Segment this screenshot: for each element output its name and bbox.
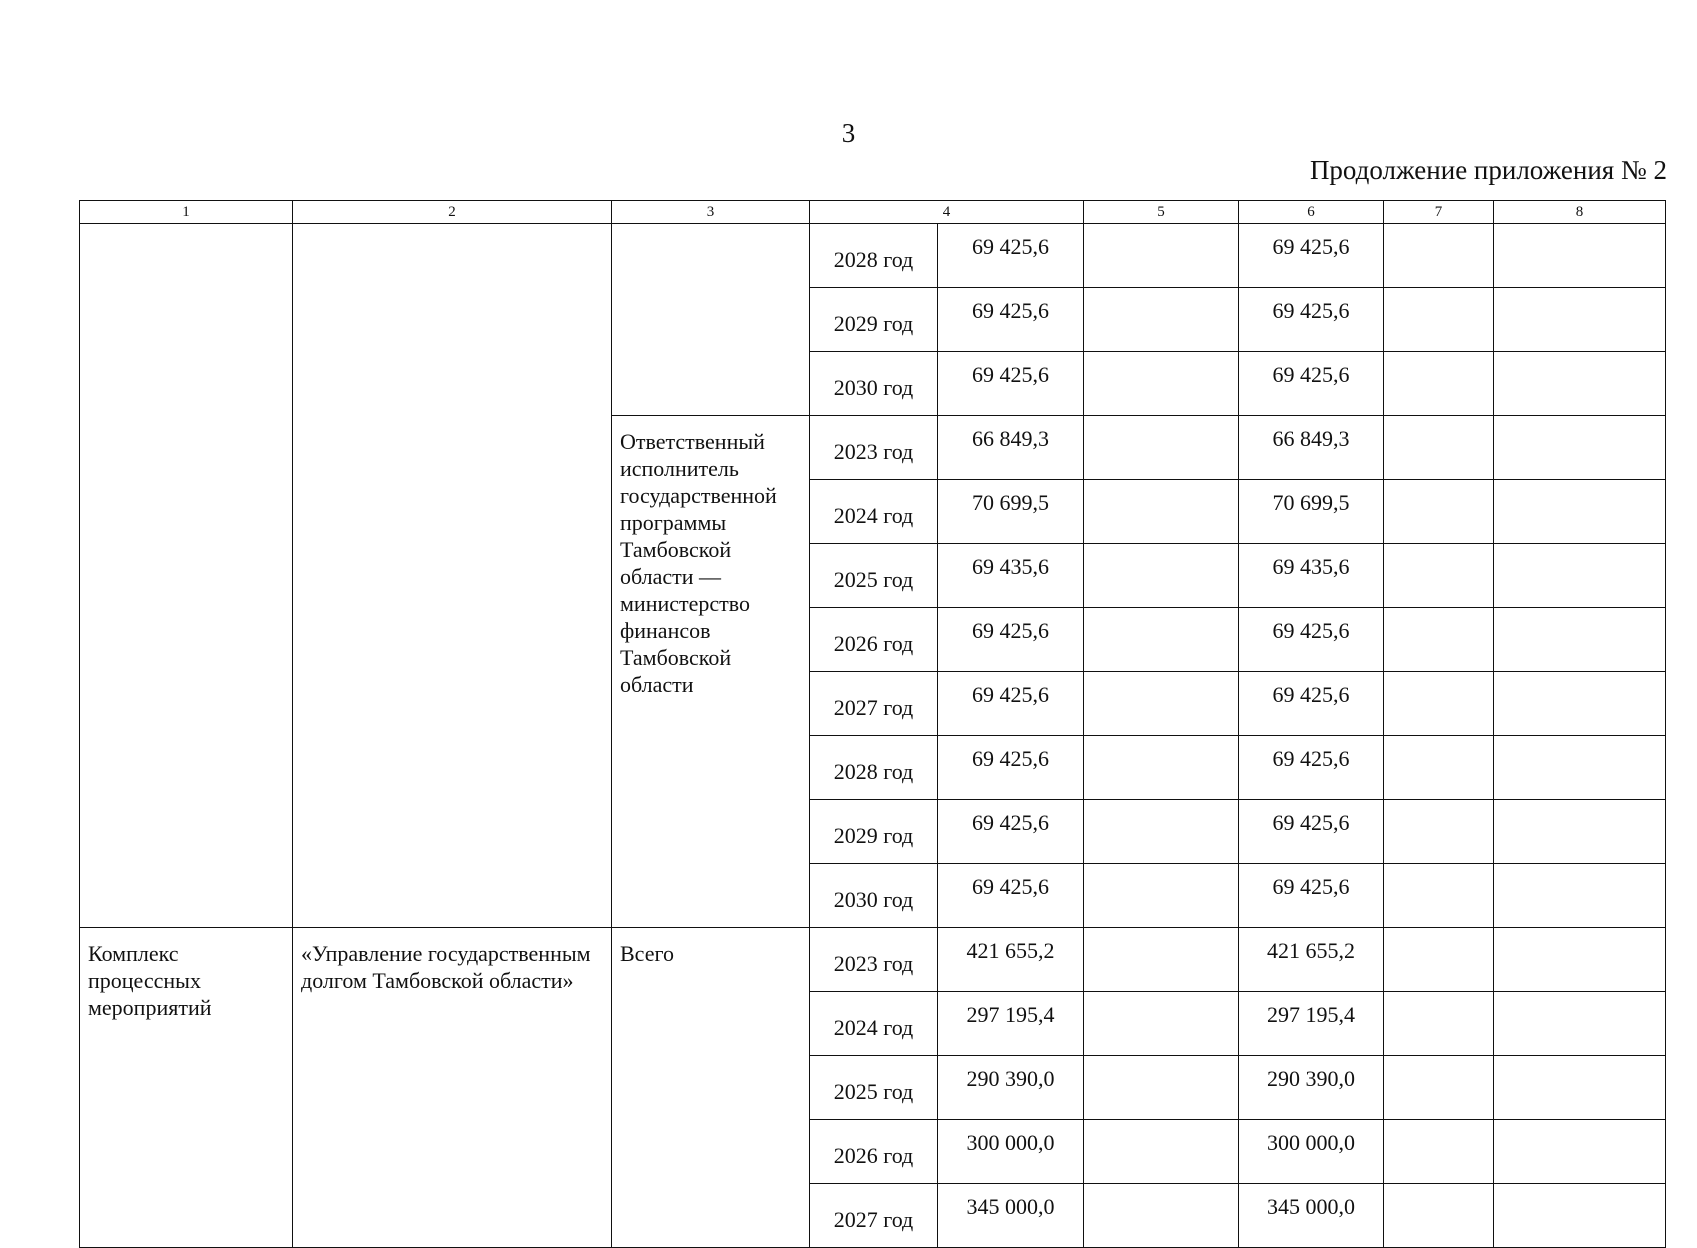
other-sources-cell (1494, 992, 1666, 1056)
federal-budget-cell (1084, 224, 1239, 288)
local-budget-cell (1384, 480, 1494, 544)
local-budget-cell (1384, 672, 1494, 736)
year-cell: 2028 год (810, 224, 938, 288)
total-cell: 290 390,0 (938, 1056, 1084, 1120)
federal-budget-cell (1084, 544, 1239, 608)
year-cell: 2024 год (810, 480, 938, 544)
local-budget-cell (1384, 544, 1494, 608)
regional-budget-cell: 69 425,6 (1239, 288, 1384, 352)
total-cell: 69 425,6 (938, 800, 1084, 864)
other-sources-cell (1494, 224, 1666, 288)
total-cell: 69 425,6 (938, 352, 1084, 416)
local-budget-cell (1384, 800, 1494, 864)
other-sources-cell (1494, 864, 1666, 928)
federal-budget-cell (1084, 1120, 1239, 1184)
total-cell: 66 849,3 (938, 416, 1084, 480)
other-sources-cell (1494, 416, 1666, 480)
federal-budget-cell (1084, 608, 1239, 672)
total-cell: 69 425,6 (938, 736, 1084, 800)
local-budget-cell (1384, 224, 1494, 288)
regional-budget-cell: 69 425,6 (1239, 352, 1384, 416)
other-sources-cell (1494, 288, 1666, 352)
total-cell: 69 425,6 (938, 224, 1084, 288)
regional-budget-cell: 345 000,0 (1239, 1184, 1384, 1248)
year-cell: 2027 год (810, 1184, 938, 1248)
local-budget-cell (1384, 1056, 1494, 1120)
header-row (80, 201, 1666, 224)
federal-budget-cell (1084, 1184, 1239, 1248)
regional-budget-cell: 290 390,0 (1239, 1056, 1384, 1120)
table-row (80, 224, 1666, 288)
federal-budget-cell (1084, 352, 1239, 416)
header-cell-1: 1 (80, 201, 293, 224)
header-cell-7: 7 (1384, 201, 1494, 224)
other-sources-cell (1494, 608, 1666, 672)
total-cell: 70 699,5 (938, 480, 1084, 544)
page-number: 3 (841, 118, 856, 148)
regional-budget-cell: 69 425,6 (1239, 672, 1384, 736)
total-cell: 69 435,6 (938, 544, 1084, 608)
year-cell: 2026 год (810, 1120, 938, 1184)
executor-cell: Ответственный исполнитель государственной программы Тамбовской области — министерство финансов Тамбовской области (612, 416, 810, 928)
regional-budget-cell: 69 425,6 (1239, 736, 1384, 800)
federal-budget-cell (1084, 1056, 1239, 1120)
header-cell-3: 3 (612, 201, 810, 224)
other-sources-cell (1494, 1184, 1666, 1248)
other-sources-cell (1494, 352, 1666, 416)
other-sources-cell (1494, 800, 1666, 864)
table-body (80, 201, 1666, 1248)
federal-budget-cell (1084, 992, 1239, 1056)
total-cell: 69 425,6 (938, 672, 1084, 736)
regional-budget-cell: 69 425,6 (1239, 224, 1384, 288)
element-name-cell: «Управление государственным долгом Тамбовской области» (293, 928, 612, 1248)
federal-budget-cell (1084, 736, 1239, 800)
header-cell-8: 8 (1494, 201, 1666, 224)
local-budget-cell (1384, 1184, 1494, 1248)
total-cell: 69 425,6 (938, 864, 1084, 928)
year-cell: 2029 год (810, 288, 938, 352)
regional-budget-cell: 69 425,6 (1239, 864, 1384, 928)
year-cell: 2026 год (810, 608, 938, 672)
element-name-cell (293, 224, 612, 928)
federal-budget-cell (1084, 928, 1239, 992)
total-cell: 297 195,4 (938, 992, 1084, 1056)
federal-budget-cell (1084, 416, 1239, 480)
federal-budget-cell (1084, 480, 1239, 544)
regional-budget-cell: 70 699,5 (1239, 480, 1384, 544)
executor-cell: Всего (612, 928, 810, 1248)
total-cell: 69 425,6 (938, 288, 1084, 352)
year-cell: 2030 год (810, 864, 938, 928)
year-cell: 2025 год (810, 544, 938, 608)
other-sources-cell (1494, 544, 1666, 608)
federal-budget-cell (1084, 800, 1239, 864)
local-budget-cell (1384, 928, 1494, 992)
other-sources-cell (1494, 736, 1666, 800)
year-cell: 2028 год (810, 736, 938, 800)
header-cell-2: 2 (293, 201, 612, 224)
element-type-cell (80, 224, 293, 928)
regional-budget-cell: 69 425,6 (1239, 608, 1384, 672)
header-cell-4: 4 (810, 201, 1084, 224)
local-budget-cell (1384, 288, 1494, 352)
regional-budget-cell: 297 195,4 (1239, 992, 1384, 1056)
budget-table (79, 200, 1666, 1248)
year-cell: 2030 год (810, 352, 938, 416)
local-budget-cell (1384, 736, 1494, 800)
year-cell: 2023 год (810, 416, 938, 480)
federal-budget-cell (1084, 864, 1239, 928)
year-cell: 2027 год (810, 672, 938, 736)
table-row (80, 928, 1666, 992)
other-sources-cell (1494, 1056, 1666, 1120)
year-cell: 2029 год (810, 800, 938, 864)
total-cell: 69 425,6 (938, 608, 1084, 672)
element-type-cell: Комплекс процессных мероприятий (80, 928, 293, 1248)
total-cell: 300 000,0 (938, 1120, 1084, 1184)
regional-budget-cell: 69 425,6 (1239, 800, 1384, 864)
local-budget-cell (1384, 864, 1494, 928)
other-sources-cell (1494, 1120, 1666, 1184)
year-cell: 2024 год (810, 992, 938, 1056)
other-sources-cell (1494, 480, 1666, 544)
federal-budget-cell (1084, 672, 1239, 736)
total-cell: 345 000,0 (938, 1184, 1084, 1248)
other-sources-cell (1494, 672, 1666, 736)
total-cell: 421 655,2 (938, 928, 1084, 992)
regional-budget-cell: 300 000,0 (1239, 1120, 1384, 1184)
appendix-title: Продолжение приложения № 2 (1309, 155, 1667, 185)
regional-budget-cell: 66 849,3 (1239, 416, 1384, 480)
local-budget-cell (1384, 992, 1494, 1056)
local-budget-cell (1384, 1120, 1494, 1184)
regional-budget-cell: 69 435,6 (1239, 544, 1384, 608)
executor-cell (612, 224, 810, 416)
federal-budget-cell (1084, 288, 1239, 352)
header-cell-5: 5 (1084, 201, 1239, 224)
year-cell: 2023 год (810, 928, 938, 992)
header-cell-6: 6 (1239, 201, 1384, 224)
year-cell: 2025 год (810, 1056, 938, 1120)
local-budget-cell (1384, 352, 1494, 416)
other-sources-cell (1494, 928, 1666, 992)
local-budget-cell (1384, 608, 1494, 672)
regional-budget-cell: 421 655,2 (1239, 928, 1384, 992)
local-budget-cell (1384, 416, 1494, 480)
